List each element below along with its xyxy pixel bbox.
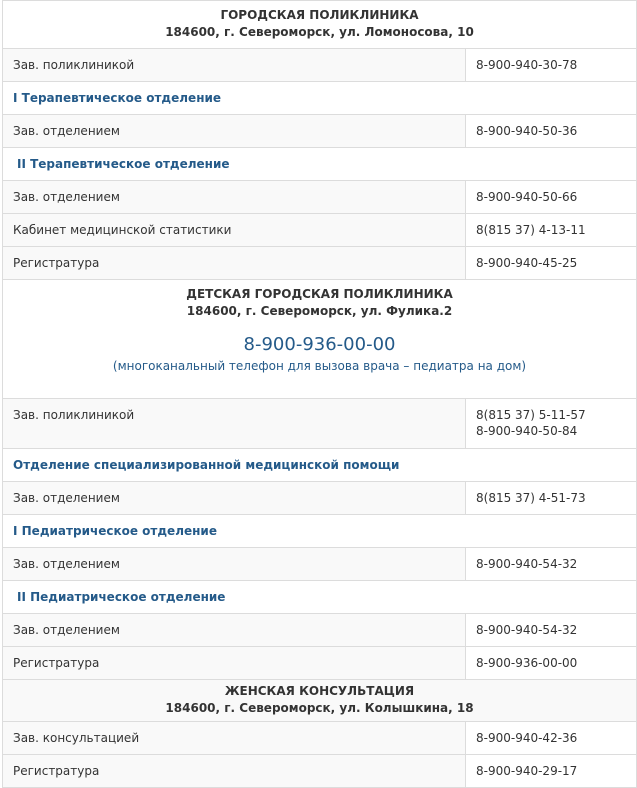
section-row xyxy=(3,581,637,614)
section-row xyxy=(3,148,637,181)
phone-number[interactable]: 8-900-940-50-36 xyxy=(466,115,637,148)
table-row xyxy=(3,49,637,82)
section-row xyxy=(3,515,637,548)
clinic-header-row xyxy=(3,680,637,722)
clinic-header xyxy=(3,1,637,49)
table-row xyxy=(3,115,637,148)
phone-number[interactable]: 8-900-940-54-32 xyxy=(466,548,637,581)
position-label: Регистратура xyxy=(3,755,466,788)
clinic-header-row xyxy=(3,280,637,399)
clinic-address: 184600, г. Североморск, ул. Фулика.2 xyxy=(186,304,453,318)
clinic-header-row xyxy=(3,1,637,49)
section-row xyxy=(3,82,637,115)
position-label: Зав. отделением xyxy=(3,181,466,214)
phone-number[interactable]: 8(815 37) 4-51-73 xyxy=(466,482,637,515)
table-row xyxy=(3,247,637,280)
phone-number[interactable]: 8-900-940-29-17 xyxy=(466,755,637,788)
position-label: Зав. отделением xyxy=(3,548,466,581)
clinic-title: ГОРОДСКАЯ ПОЛИКЛИНИКА xyxy=(220,8,419,22)
position-label: Регистратура xyxy=(3,247,466,280)
table-row xyxy=(3,548,637,581)
main-phone-number[interactable]: 8-900-936-00-00 xyxy=(243,334,396,355)
table-row xyxy=(3,214,637,247)
table-row xyxy=(3,755,637,788)
clinic-header xyxy=(3,680,637,722)
position-label: Зав. отделением xyxy=(3,614,466,647)
section-row xyxy=(3,449,637,482)
position-label: Кабинет медицинской статистики xyxy=(3,214,466,247)
table-row xyxy=(3,181,637,214)
phone-number[interactable]: 8-900-940-42-36 xyxy=(466,722,637,755)
position-label: Зав. консультацией xyxy=(3,722,466,755)
position-label: Зав. поликлиникой xyxy=(3,399,466,449)
contacts-table xyxy=(2,0,637,788)
section-title: I Педиатрическое отделение xyxy=(3,515,637,548)
position-label: Зав. отделением xyxy=(3,115,466,148)
phone-number[interactable]: 8-900-940-54-32 xyxy=(466,614,637,647)
table-row xyxy=(3,647,637,680)
table-row xyxy=(3,482,637,515)
main-phone-note: (многоканальный телефон для вызова врача – педиатра на дом) xyxy=(112,359,527,373)
phone-number[interactable]: 8(815 37) 4-13-11 xyxy=(466,214,637,247)
table-row xyxy=(3,722,637,755)
clinic-address: 184600, г. Североморск, ул. Колышкина, 18 xyxy=(165,701,474,715)
phone-number[interactable]: 8-900-940-45-25 xyxy=(466,247,637,280)
position-label: Зав. поликлиникой xyxy=(3,49,466,82)
clinic-title: ЖЕНСКАЯ КОНСУЛЬТАЦИЯ xyxy=(224,684,415,698)
section-title: II Терапевтическое отделение xyxy=(3,148,637,181)
clinic-header xyxy=(3,280,637,399)
position-label: Зав. отделением xyxy=(3,482,466,515)
clinic-address: 184600, г. Североморск, ул. Ломоносова, 10 xyxy=(165,25,474,39)
table-row xyxy=(3,399,637,449)
clinic-title: ДЕТСКАЯ ГОРОДСКАЯ ПОЛИКЛИНИКА xyxy=(186,287,453,301)
phone-number[interactable]: 8(815 37) 5-11-57 xyxy=(476,408,586,422)
section-title: II Педиатрическое отделение xyxy=(3,581,637,614)
table-row xyxy=(3,614,637,647)
phone-number[interactable]: 8-900-940-30-78 xyxy=(466,49,637,82)
section-title: Отделение специализированной медицинской помощи xyxy=(3,449,637,482)
section-title: I Терапевтическое отделение xyxy=(3,82,637,115)
phone-number[interactable]: 8-900-936-00-00 xyxy=(466,647,637,680)
phone-number[interactable]: 8-900-940-50-66 xyxy=(466,181,637,214)
phone-number[interactable]: 8-900-940-50-84 xyxy=(476,424,578,438)
phone-cell xyxy=(466,399,637,449)
position-label: Регистратура xyxy=(3,647,466,680)
